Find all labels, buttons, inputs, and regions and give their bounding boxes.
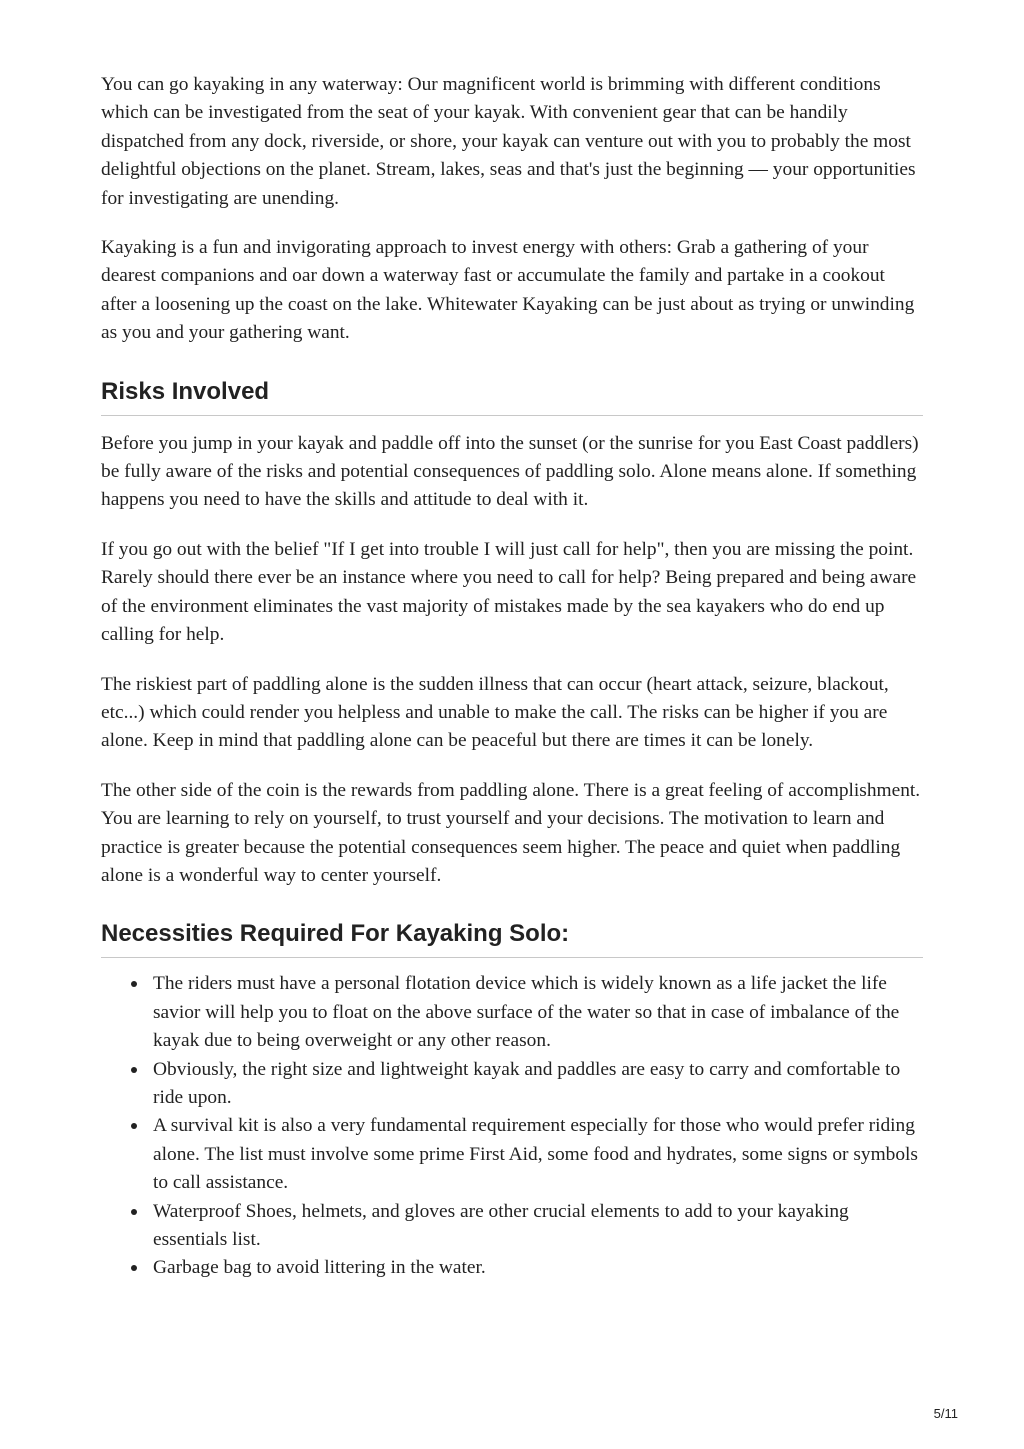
risks-paragraph: The riskiest part of paddling alone is the sudden illness that can occur (heart attack, seizure, blackout, etc...) which could render you helpless and unable to make the call. The risks can be higher if you are alone. Keep in mind that paddling alone can be peaceful but there are times it can be lonely. — [101, 673, 889, 752]
list-item — [153, 1112, 923, 1197]
risks-paragraph: If you go out with the belief "If I get into trouble I will just call for help", then you are missing the point. Rarely should there ever be an instance where you need to call for help? Being prepared and being aware of the environment eliminates the vast majority of mistakes made by the sea kayakers who do end up calling for help. — [101, 538, 917, 646]
risks-heading: Risks Involved — [101, 377, 923, 416]
risks-paragraph: Before you jump in your kayak and paddle off into the sunset (or the sunrise for you East Coast paddlers) be fully aware of the risks and potential consequences of paddling solo. Alone means alone. If something happens you need to have the skills and attitude to deal with it. — [101, 432, 919, 511]
intro-paragraph: You can go kayaking in any waterway: Our magnificent world is brimming with different conditions which can be investigated from the seat of your kayak. With convenient gear that can be handily dispatched from any dock, riverside, or shore, your kayak can venture out with you to probably the most delightful objections on the planet. Stream, lakes, seas and that's just the beginning — your opportunities for investigating are unending. — [101, 74, 916, 209]
list-item-text: The riders must have a personal flotation device which is widely known as a life jacket the life savior will help you to float on the above surface of the water so that in case of imbalance of the kayak due to being overweight or any other reason. — [153, 973, 900, 1052]
list-item-text: A survival kit is also a very fundamental requirement especially for those who would prefer riding alone. The list must involve some prime First Aid, some food and hydrates, some signs or symbols to call assistance. — [153, 1115, 918, 1194]
list-item — [153, 1198, 923, 1255]
bullet-icon — [131, 1067, 137, 1073]
bullet-icon — [131, 1123, 137, 1129]
bullet-icon — [131, 1209, 137, 1215]
risks-paragraph: The other side of the coin is the rewards from paddling alone. There is a great feeling of accomplishment. You are learning to rely on yourself, to trust yourself and your decisions. The motivation to learn and practice is greater because the potential consequences seem higher. The peace and quiet when paddling alone is a wonderful way to center yourself. — [101, 779, 921, 886]
necessities-heading: Necessities Required For Kayaking Solo: — [101, 919, 923, 958]
bullet-icon — [131, 981, 137, 987]
list-item-text: Obviously, the right size and lightweight kayak and paddles are easy to carry and comfortable to ride upon. — [153, 1058, 901, 1108]
bullet-icon — [131, 1265, 137, 1271]
list-item-text: Garbage bag to avoid littering in the water. — [153, 1257, 486, 1279]
page-number: 5/11 — [933, 1406, 958, 1421]
intro-paragraph: Kayaking is a fun and invigorating approach to invest energy with others: Grab a gathering of your dearest companions and oar down a waterway fast or accumulate the family and partake in a cookout after a loosening up the coast on the lake. Whitewater Kayaking can be just about as trying or unwinding as you and your gathering want. — [101, 237, 915, 344]
list-item-text: Waterproof Shoes, helmets, and gloves are other crucial elements to add to your kayaking essentials list. — [153, 1200, 849, 1250]
document-page — [101, 71, 923, 1283]
list-item — [153, 970, 923, 1055]
necessities-list — [101, 970, 923, 1282]
list-item — [153, 1254, 923, 1282]
list-item — [153, 1056, 923, 1113]
